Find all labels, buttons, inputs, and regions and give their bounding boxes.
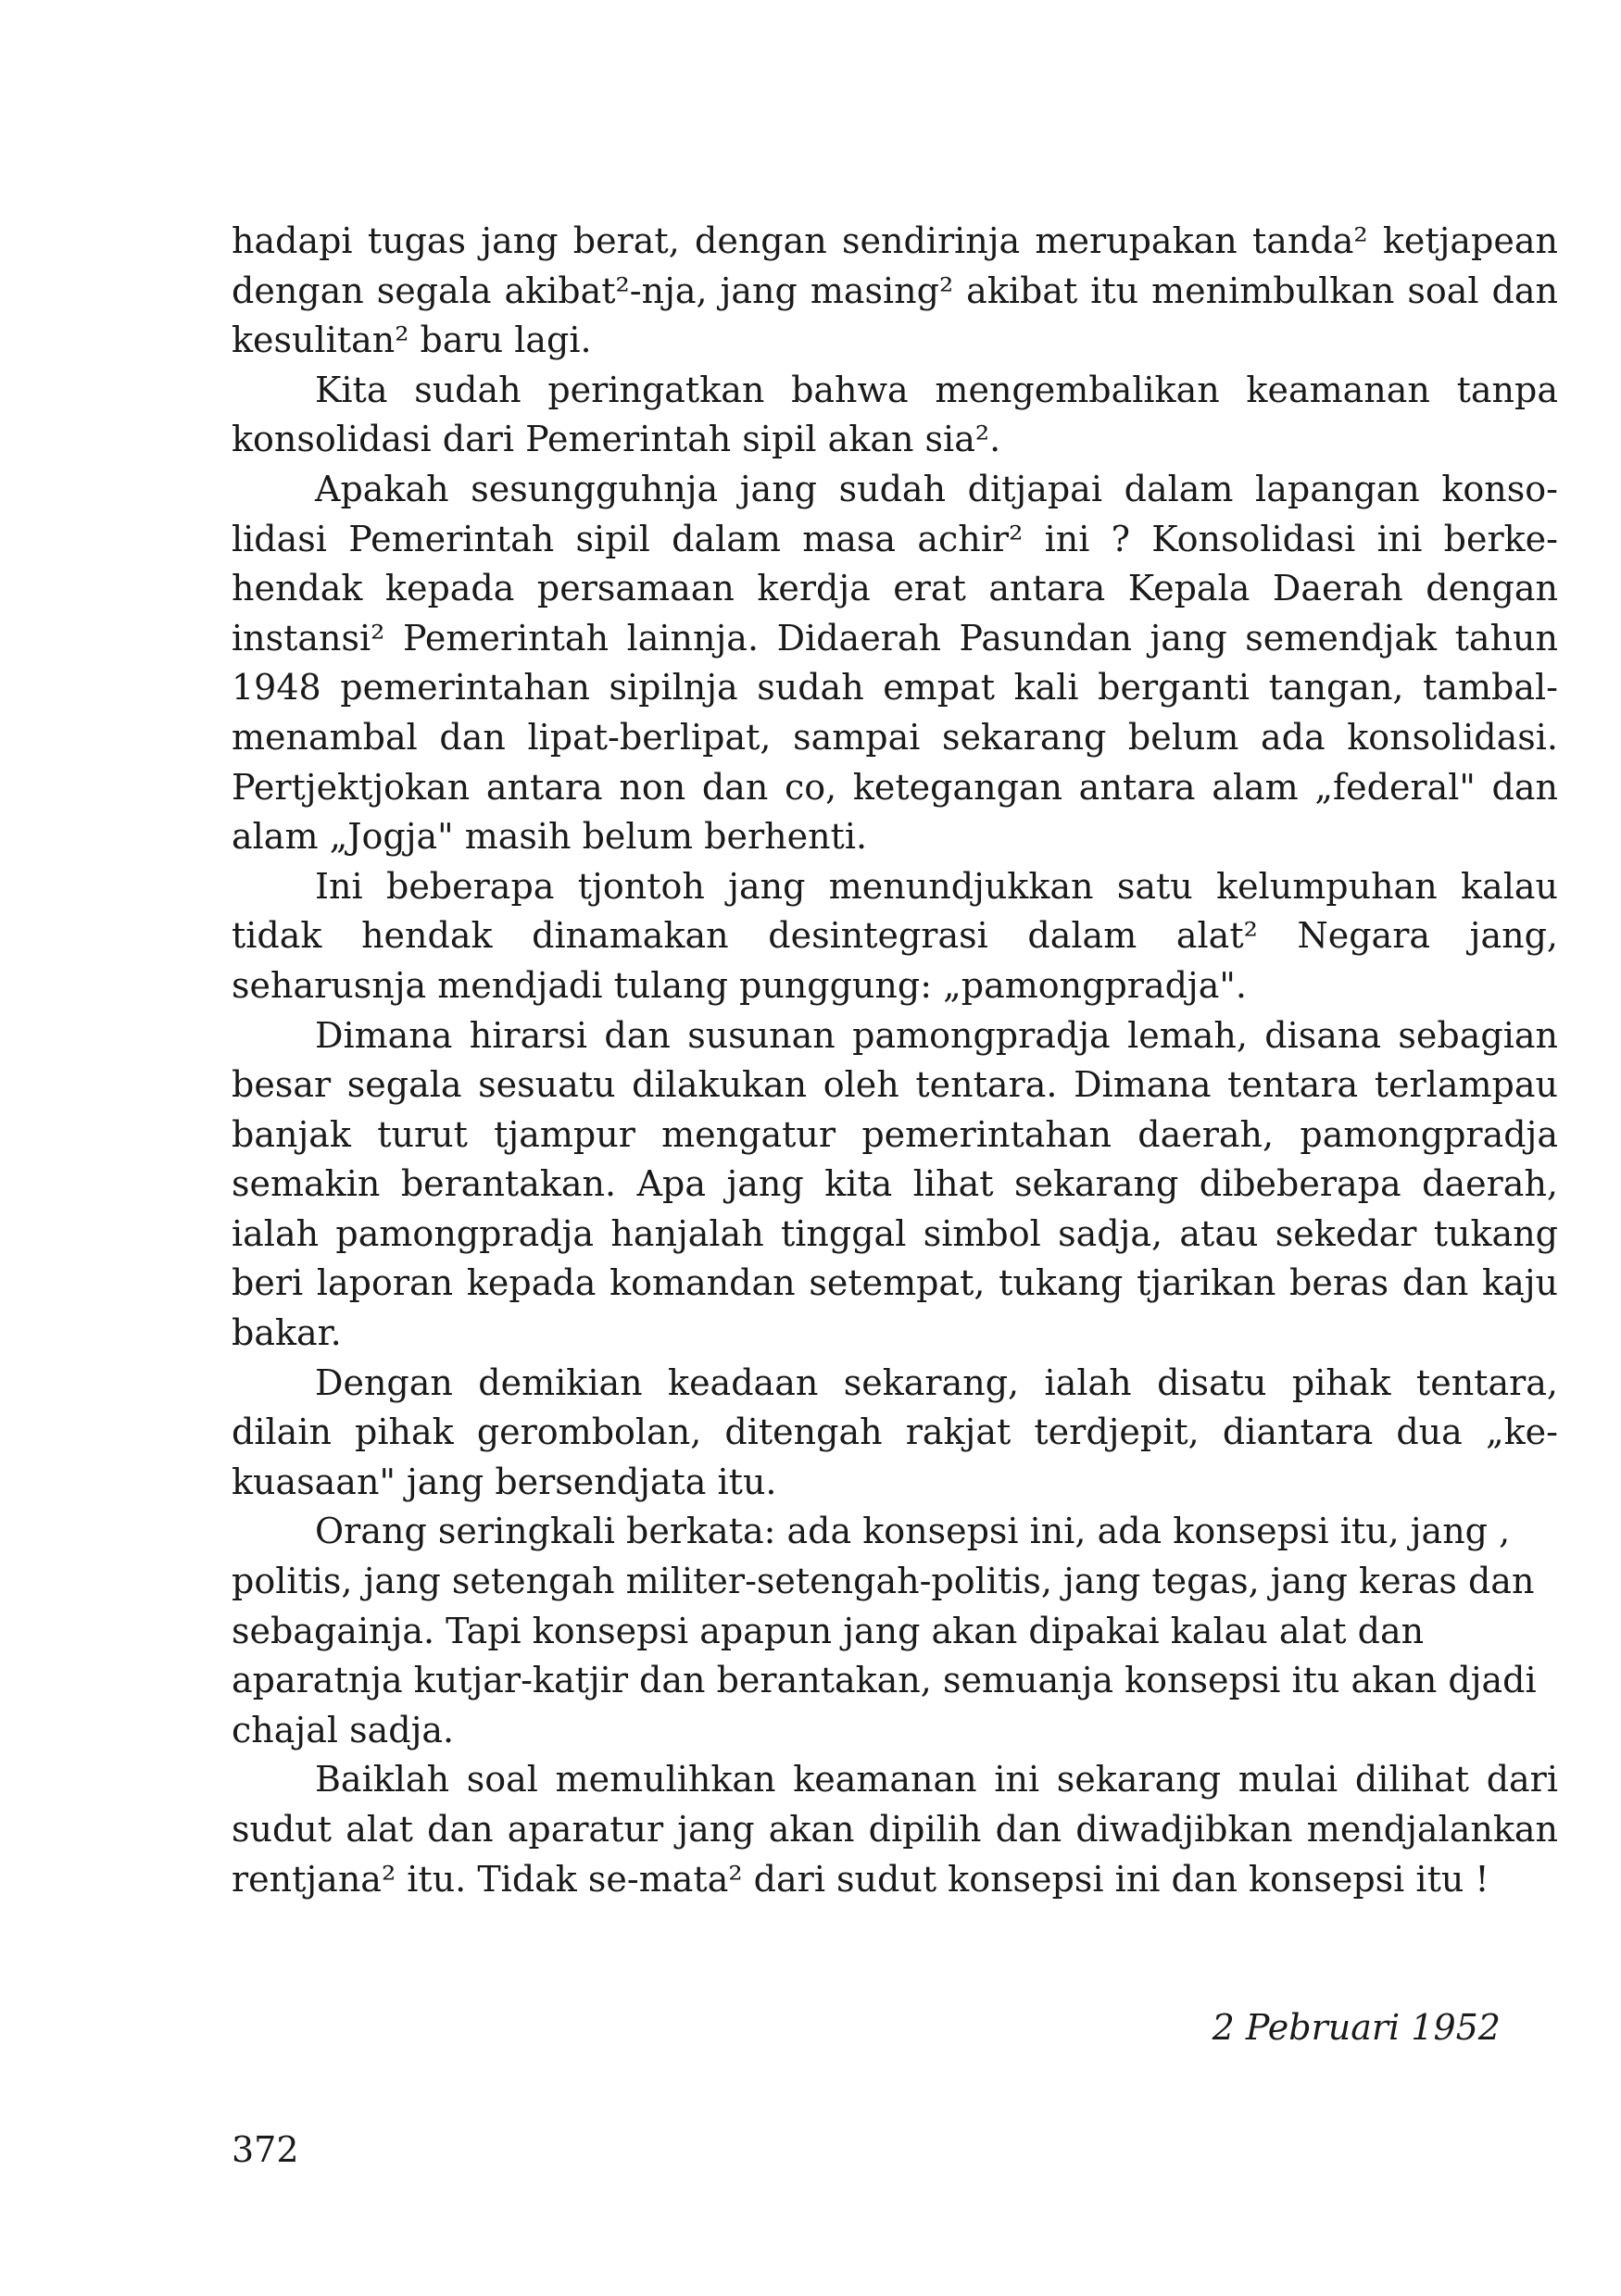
paragraph-keadaan-sekarang: Dengan demikian keadaan sekarang, ialah disatu pihak tentara, dilain pihak gerombolan, ditengah rakjat terdjepit, diantara dua „kekuasaan" jang bersendjata itu. [232,1361,1558,1502]
paragraph-konsepsi: Orang seringkali berkata: ada konsepsi ini, ada konsepsi itu, jang , politis, jang setengah militer-setengah-politis, jang tegas, jang keras dan sebagainja. Tapi konsepsi apapun jang akan dipakai kalau alat dan aparatnja kutjar-katjir dan berantakan, semuanja konsepsi itu akan djadi chajal sadja. [232,1511,1537,1750]
paragraph-konsolidasi-warning: Kita sudah peringatkan bahwa mengembalikan keamanan tanpa konsolidasi dari Pemerintah sipil akan sia². [232,369,1558,460]
paragraph-baiklah: Baiklah soal memulihkan keamanan ini sekarang mulai dilihat dari sudut alat dan aparatur jang akan dipilih dan diwadjibkan mendjalankan rentjana² itu. Tidak se-mata² dari sudut konsepsi ini dan konsepsi itu ! [232,1759,1558,1900]
date-line: 2 Pebruari 1952 [1212,2007,1501,2048]
paragraph-kelumpuhan: Ini beberapa tjontoh jang menundjukkan satu kelumpuhan kalau tidak hendak dinamakan desintegrasi dalam alat² Negara jang, seharusnja mendjadi tulang punggung: „pamongpradja". [232,865,1558,1006]
paragraph-konsolidasi-question: Apakah sesungguhnja jang sudah ditjapai dalam lapangan konsolidasi Pemerintah sipil dalam masa achir² ini ? Konsolidasi ini berkehendak kepada persamaan kerdja erat antara Kepala Daerah dengan instansi² Pemerintah lainnja. Didaerah Pasundan jang semendjak tahun 1948 pemerintahan sipilnja sudah empat kali berganti tangan, tambal-menambal dan lipat-berlipat, sampai sekarang belum ada konsolidasi. Pertjektjokan antara non dan co, ketegangan antara alam „federal" dan alam „Jogja" masih belum berhenti. [232,468,1558,858]
body-text [232,217,1558,1904]
paragraph-pamongpradja: Dimana hirarsi dan susunan pamongpradja lemah, disana sebagian besar segala sesuatu dilakukan oleh tentara. Dimana tentara terlampau banjak turut tjampur mengatur pemerintahan daerah, pamongpradja semakin berantakan. Apa jang kita lihat sekarang dibeberapa daerah, ialah pamongpradja hanjalah tinggal simbol sadja, atau sekedar tukang beri laporan kepada komandan setempat, tukang tjarikan beras dan kaju bakar. [232,1014,1558,1354]
page-number: 372 [232,2129,299,2170]
paragraph-continuation: hadapi tugas jang berat, dengan sendirinja merupakan tanda² ketjapean dengan segala akibat²-nja, jang masing² akibat itu menimbulkan soal dan kesulitan² baru lagi. [232,220,1558,361]
